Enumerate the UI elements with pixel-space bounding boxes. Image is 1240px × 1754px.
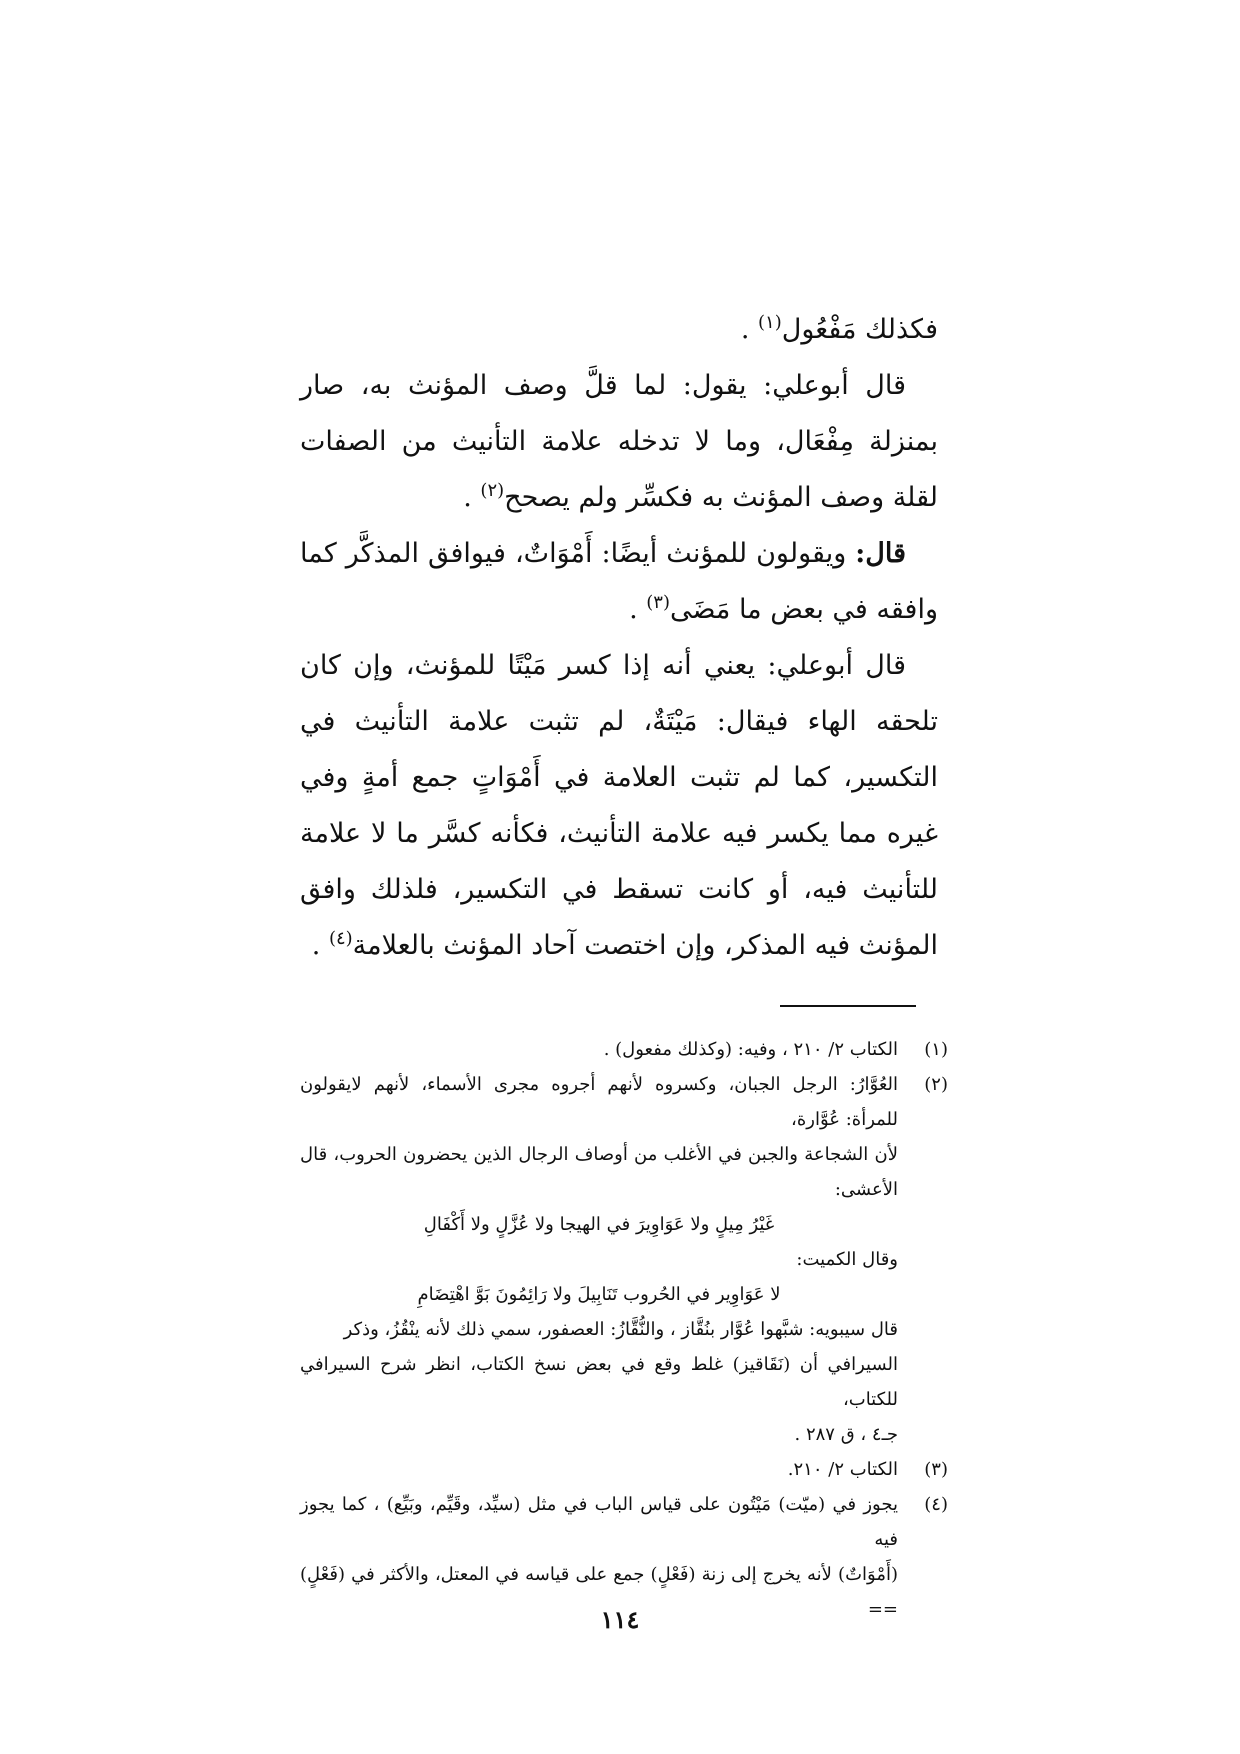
footnotes xyxy=(300,1032,948,1627)
footnote-4-line-2: (أَمْوَاتٌ) لأنه يخرج إلى زنة (فَعْلٍ) جمع على قياسه في المعتل، والأكثر في (فَعْلٍ) == xyxy=(300,1564,898,1620)
paragraph-1-text: فكذلك مَفْعُول xyxy=(781,314,938,345)
paragraph-1 xyxy=(300,302,938,358)
paragraph-2 xyxy=(300,358,938,526)
footnote-2-line-6: جـ٤ ، ق ٢٨٧ . xyxy=(794,1424,898,1445)
footnote-1-body xyxy=(300,1032,898,1067)
paragraph-2-text: قال أبوعلي: يقول: لما قلَّ وصف المؤنث به، صار بمنزلة مِفْعَال، وما لا تدخله علامة التأنيث من الصفات لقلة وصف المؤنث به فكسِّر ولم يصحح xyxy=(300,370,938,513)
footnote-2-body xyxy=(300,1067,898,1452)
footnote-ref-2[interactable]: (٢) xyxy=(480,480,505,501)
footnote-separator xyxy=(780,1005,916,1007)
footnote-ref-1[interactable]: (١) xyxy=(758,312,782,333)
main-text xyxy=(300,302,938,974)
footnote-2-line-5: السيرافي أن (نَقَاقيز) غلط وقع في بعض نسخ الكتاب، انظر شرح السيرافي للكتاب، xyxy=(300,1354,898,1410)
footnote-2-verse-2: لا عَوَاوِير في الحُروب تَنَابِيلَ ولا رَائِمُونَ بَوَّ اهْتِضَامِ xyxy=(417,1284,781,1305)
footnote-ref-3[interactable]: (٣) xyxy=(646,592,670,613)
paragraph-4-end: . xyxy=(311,930,329,961)
footnote-4-line-1: يجوز في (ميّت) مَيْتُون على قياس الباب في مثل (سيِّد، وقَيِّم، وبَيِّع) ، كما يجوز فيه xyxy=(300,1494,898,1550)
footnote-2 xyxy=(300,1067,948,1452)
paragraph-3-end: . xyxy=(629,594,647,625)
footnote-2-line-4: قال سيبويه: شبَّهوا عُوَّار بنُقَّاز ، والنُّقَّازُ: العصفور، سمي ذلك لأنه ينْقُزُ، وذكر xyxy=(343,1319,898,1340)
paragraph-3-lead: قال: xyxy=(855,538,906,569)
page-number: ١١٤ xyxy=(600,1605,640,1634)
footnote-1 xyxy=(300,1032,948,1067)
paragraph-3 xyxy=(300,526,938,638)
footnote-3-number: (٣) xyxy=(924,1459,948,1480)
paragraph-4 xyxy=(300,638,938,974)
footnote-2-line-2: لأن الشجاعة والجبن في الأغلب من أوصاف الرجال الذين يحضرون الحروب، قال الأعشى: xyxy=(300,1144,898,1200)
footnote-2-line-3: وقال الكميت: xyxy=(796,1249,898,1270)
footnote-2-line-1: العُوَّارُ: الرجل الجبان، وكسروه لأنهم أجروه مجرى الأسماء، لأنهم لايقولون للمرأة: عُوَّارة، xyxy=(300,1074,898,1130)
footnote-4-number: (٤) xyxy=(924,1494,948,1515)
footnote-ref-4[interactable]: (٤) xyxy=(328,928,353,949)
footnote-1-number: (١) xyxy=(924,1039,948,1060)
footnote-3-text: الكتاب ٢/ ٢١٠. xyxy=(787,1459,898,1480)
footnote-1-text: الكتاب ٢/ ٢١٠ ، وفيه: (وكذلك مفعول) . xyxy=(603,1039,898,1060)
paragraph-4-text: قال أبوعلي: يعني أنه إذا كسر مَيْتًا للمؤنث، وإن كان تلحقه الهاء فيقال: مَيْتَةٌ، لم تثبت علامة التأنيث في التكسير، كما لم تثبت العلامة في أَمْوَاتٍ جمع أمةٍ وفي غيره مما يكسر فيه علامة التأنيث، فكأنه كسَّر ما لا علامة للتأنيث فيه، أو كانت تسقط في التكسير، فلذلك وافق المؤنث فيه المذكر، وإن اختصت آحاد المؤنث بالعلامة xyxy=(300,650,938,961)
paragraph-3-text: ويقولون للمؤنث أيضًا: أَمْوَاتٌ، فيوافق المذكَّر كما وافقه في بعض ما مَضَى xyxy=(300,538,938,625)
footnote-2-verse-1: غَيْرُ مِيلٍ ولا عَوَاوِيرَ في الهيجا ولا عُزَّلٍ ولا أَكْفَالِ xyxy=(423,1214,775,1235)
paragraph-2-end: . xyxy=(463,482,481,513)
footnote-3-body xyxy=(300,1452,898,1487)
footnote-3 xyxy=(300,1452,948,1487)
paragraph-1-end: . xyxy=(740,314,758,345)
footnote-2-number: (٢) xyxy=(924,1074,948,1095)
